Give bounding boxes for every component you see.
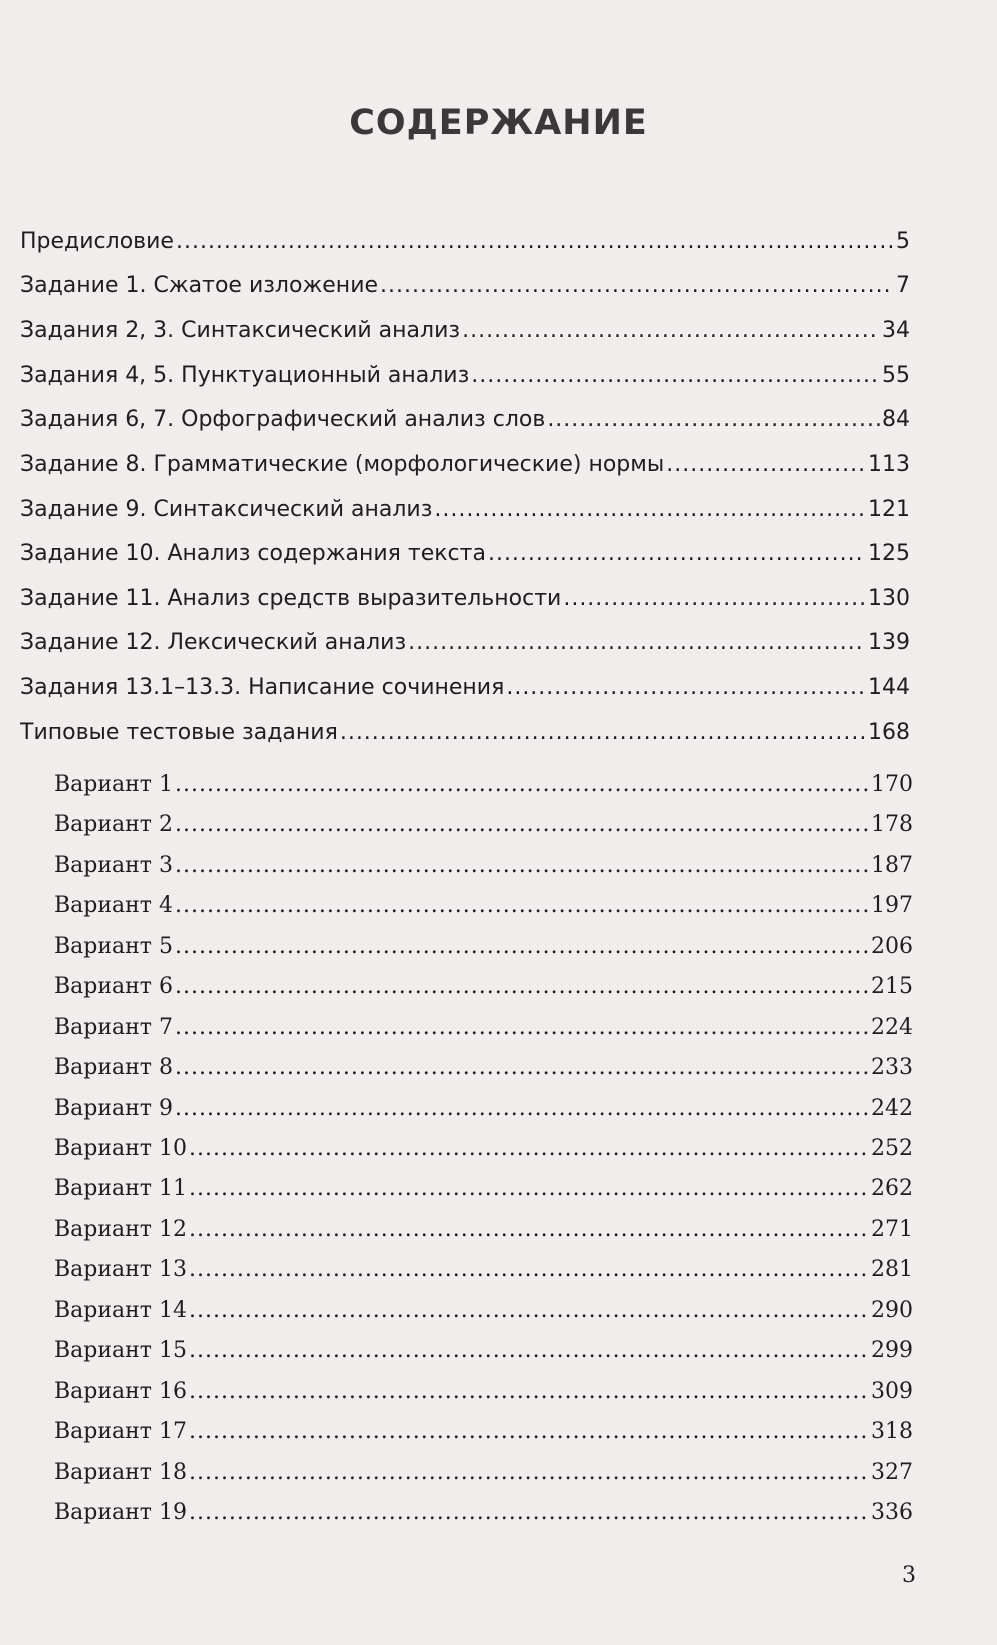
dot-leader [189, 1259, 869, 1281]
toc-entry-label: Предисловие [20, 229, 174, 254]
dot-leader [189, 1300, 869, 1322]
dot-leader [189, 1381, 869, 1403]
toc-variant-entry [54, 774, 913, 796]
dot-leader [189, 1219, 869, 1241]
toc-entry-page: 178 [871, 812, 913, 837]
toc-entry-page: 130 [868, 586, 910, 611]
toc-entry-page: 318 [871, 1419, 913, 1444]
toc-entry-label: Задание 8. Грамматические (морфологические) нормы [20, 452, 665, 477]
toc-variant-entry [54, 936, 913, 958]
toc-entry-page: 139 [868, 630, 910, 655]
dot-leader [175, 855, 869, 877]
toc-entry-page: 299 [871, 1338, 913, 1363]
toc-entry-label: Задание 9. Синтаксический анализ [20, 497, 433, 522]
toc-entry-page: 206 [871, 934, 913, 959]
toc-entry-label: Вариант 18 [54, 1460, 187, 1485]
toc-entry [20, 677, 910, 699]
dot-leader [175, 814, 869, 836]
dot-leader [176, 231, 894, 253]
dot-leader [462, 320, 880, 342]
dot-leader [666, 454, 866, 476]
toc-entry [20, 365, 910, 387]
toc-variant-entry [54, 1098, 913, 1120]
toc-variant-entry [54, 1138, 913, 1160]
toc-entry-page: 233 [871, 1055, 913, 1080]
toc-entry-page: 187 [871, 853, 913, 878]
toc-entry-label: Задания 6, 7. Орфографический анализ слов [20, 407, 546, 432]
dot-leader [506, 677, 866, 699]
toc-entry-label: Вариант 13 [54, 1257, 187, 1282]
toc-entry [20, 454, 910, 476]
toc-variant-entry [54, 1462, 913, 1484]
toc-entry-page: 224 [871, 1015, 913, 1040]
page-number: 3 [902, 1563, 916, 1588]
toc-entry [20, 499, 910, 521]
toc-entry [20, 320, 910, 342]
dot-leader [189, 1138, 869, 1160]
toc-entry [20, 231, 910, 253]
toc-entry-label: Вариант 10 [54, 1136, 187, 1161]
toc-entry-page: 252 [871, 1136, 913, 1161]
dot-leader [408, 632, 866, 654]
dot-leader [434, 499, 866, 521]
toc-entry-label: Вариант 15 [54, 1338, 187, 1363]
dot-leader [189, 1502, 869, 1524]
toc-entry-label: Задание 11. Анализ средств выразительности [20, 586, 562, 611]
toc-variant-entry [54, 1178, 913, 1200]
dot-leader [175, 895, 869, 917]
dot-leader [380, 275, 894, 297]
dot-leader [175, 774, 869, 796]
toc-entry-label: Вариант 14 [54, 1298, 187, 1323]
toc-entry-label: Вариант 2 [54, 812, 173, 837]
toc-entry-label: Задание 12. Лексический анализ [20, 630, 407, 655]
toc-entry [20, 409, 910, 431]
toc-entry [20, 722, 910, 744]
toc-entry [20, 632, 910, 654]
toc-entry-page: 113 [868, 452, 910, 477]
toc-entry [20, 588, 910, 610]
dot-leader [189, 1421, 869, 1443]
toc-entry-label: Вариант 9 [54, 1096, 173, 1121]
toc-entry-page: 309 [871, 1379, 913, 1404]
toc-entry-page: 125 [868, 541, 910, 566]
toc-entry-label: Вариант 17 [54, 1419, 187, 1444]
toc-entry-page: 34 [882, 318, 910, 343]
toc-entry-label: Задания 13.1–13.3. Написание сочинения [20, 675, 505, 700]
toc-variant-entry [54, 1219, 913, 1241]
dot-leader [175, 1098, 869, 1120]
toc-entry-page: 242 [871, 1096, 913, 1121]
toc-variant-entry [54, 1421, 913, 1443]
dot-leader [175, 936, 869, 958]
toc-entry-label: Задание 1. Сжатое изложение [20, 273, 379, 298]
toc-entry-page: 7 [896, 273, 910, 298]
toc-entry-page: 290 [871, 1298, 913, 1323]
toc-entry [20, 275, 910, 297]
toc-entry-page: 197 [871, 893, 913, 918]
toc-entry-label: Вариант 5 [54, 934, 173, 959]
toc-entry-page: 271 [871, 1217, 913, 1242]
dot-leader [175, 976, 869, 998]
toc-variant-entry [54, 1502, 913, 1524]
toc-entry-label: Вариант 4 [54, 893, 173, 918]
toc-variant-entry [54, 1300, 913, 1322]
dot-leader [471, 365, 880, 387]
toc-entry-label: Вариант 8 [54, 1055, 173, 1080]
toc-variant-entry [54, 1057, 913, 1079]
toc-entry-label: Вариант 3 [54, 853, 173, 878]
toc-entry-page: 281 [871, 1257, 913, 1282]
toc-entry-page: 5 [896, 229, 910, 254]
toc-entry-label: Типовые тестовые задания [20, 720, 338, 745]
dot-leader [189, 1340, 869, 1362]
toc-variant-entry [54, 976, 913, 998]
toc-entry-label: Вариант 7 [54, 1015, 173, 1040]
toc-variant-entry [54, 895, 913, 917]
toc-entry-label: Вариант 11 [54, 1176, 187, 1201]
toc-entry-page: 55 [882, 363, 910, 388]
toc-entry-label: Вариант 6 [54, 974, 173, 999]
toc-variant-entry [54, 1017, 913, 1039]
dot-leader [175, 1017, 869, 1039]
dot-leader [563, 588, 866, 610]
toc-entry-label: Вариант 1 [54, 772, 173, 797]
toc-entry-page: 170 [871, 772, 913, 797]
dot-leader [189, 1178, 869, 1200]
toc-entry-label: Вариант 12 [54, 1217, 187, 1242]
toc-entry-page: 327 [871, 1460, 913, 1485]
toc-variant-entry [54, 1259, 913, 1281]
toc-entry-page: 262 [871, 1176, 913, 1201]
toc-entry-page: 84 [882, 407, 910, 432]
toc-entry-page: 144 [868, 675, 910, 700]
dot-leader [189, 1462, 869, 1484]
toc-entry-page: 168 [868, 720, 910, 745]
toc-entry-page: 215 [871, 974, 913, 999]
toc-variant-entry [54, 855, 913, 877]
page-title: СОДЕРЖАНИЕ [349, 103, 648, 143]
toc-entry-label: Задания 4, 5. Пунктуационный анализ [20, 363, 470, 388]
dot-leader [340, 722, 866, 744]
toc-variant-entry [54, 814, 913, 836]
toc-variant-entry [54, 1381, 913, 1403]
dot-leader [175, 1057, 869, 1079]
toc-entry-label: Вариант 16 [54, 1379, 187, 1404]
dot-leader [488, 543, 866, 565]
toc-entry-label: Задания 2, 3. Синтаксический анализ [20, 318, 461, 343]
toc-entry-page: 121 [868, 497, 910, 522]
dot-leader [547, 409, 880, 431]
toc-entry-page: 336 [871, 1500, 913, 1525]
toc-entry-label: Задание 10. Анализ содержания текста [20, 541, 486, 566]
toc-entry-label: Вариант 19 [54, 1500, 187, 1525]
toc-variant-entry [54, 1340, 913, 1362]
toc-entry [20, 543, 910, 565]
